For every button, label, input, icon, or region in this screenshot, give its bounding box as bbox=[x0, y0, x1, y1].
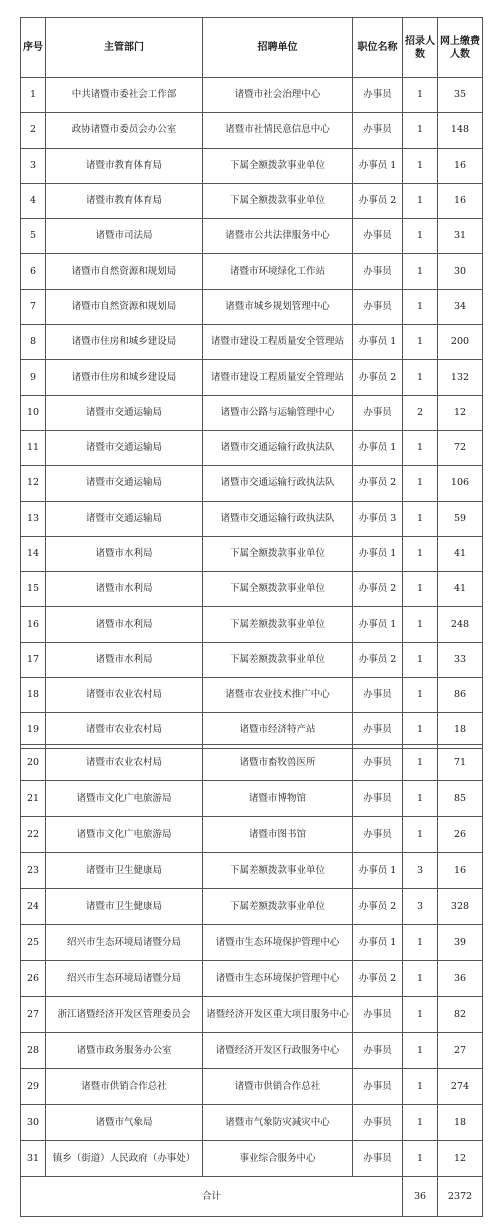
cell-paid-applicants: 86 bbox=[438, 678, 483, 713]
cell-quota: 3 bbox=[403, 853, 438, 889]
cell-position: 办事员 bbox=[353, 1069, 403, 1105]
cell-paid-applicants: 106 bbox=[438, 466, 483, 501]
cell-quota: 1 bbox=[403, 1033, 438, 1069]
cell-position: 办事员 bbox=[353, 113, 403, 148]
cell-position: 办事员 bbox=[353, 395, 403, 430]
cell-position: 办事员 3 bbox=[353, 501, 403, 536]
cell-employer: 下属差额拨款事业单位 bbox=[203, 889, 353, 925]
cell-serial: 18 bbox=[21, 678, 46, 713]
cell-paid-applicants: 35 bbox=[438, 78, 483, 113]
table-header-row bbox=[21, 18, 483, 78]
table-row bbox=[21, 325, 483, 360]
cell-employer: 下属全额拨款事业单位 bbox=[203, 148, 353, 183]
cell-paid-applicants: 36 bbox=[438, 961, 483, 997]
cell-department: 诸暨市交通运输局 bbox=[46, 430, 203, 465]
table-row bbox=[21, 925, 483, 961]
table-row bbox=[21, 781, 483, 817]
cell-quota: 1 bbox=[403, 78, 438, 113]
cell-employer: 诸暨市供销合作总社 bbox=[203, 1069, 353, 1105]
cell-position: 办事员 bbox=[353, 219, 403, 254]
cell-department: 诸暨市水利局 bbox=[46, 642, 203, 677]
cell-employer: 诸暨市公路与运输管理中心 bbox=[203, 395, 353, 430]
header-position: 职位名称 bbox=[353, 18, 403, 78]
table-row bbox=[21, 745, 483, 781]
cell-position: 办事员 bbox=[353, 997, 403, 1033]
table-row bbox=[21, 572, 483, 607]
cell-serial: 9 bbox=[21, 360, 46, 395]
cell-employer: 诸暨市生态环境保护管理中心 bbox=[203, 961, 353, 997]
cell-position: 办事员 bbox=[353, 254, 403, 289]
cell-department: 诸暨市水利局 bbox=[46, 607, 203, 642]
cell-serial: 21 bbox=[21, 781, 46, 817]
cell-serial: 7 bbox=[21, 289, 46, 324]
table-row bbox=[21, 466, 483, 501]
cell-position: 办事员 1 bbox=[353, 148, 403, 183]
cell-serial: 13 bbox=[21, 501, 46, 536]
cell-serial: 28 bbox=[21, 1033, 46, 1069]
cell-department: 诸暨市住房和城乡建设局 bbox=[46, 360, 203, 395]
cell-paid-applicants: 200 bbox=[438, 325, 483, 360]
cell-department: 诸暨市交通运输局 bbox=[46, 395, 203, 430]
cell-employer: 诸暨市城乡规划管理中心 bbox=[203, 289, 353, 324]
table-row bbox=[21, 1033, 483, 1069]
table-row bbox=[21, 536, 483, 571]
table-row bbox=[21, 289, 483, 324]
cell-serial: 14 bbox=[21, 536, 46, 571]
header-quota: 招录人数 bbox=[403, 18, 438, 78]
cell-position: 办事员 bbox=[353, 1105, 403, 1141]
cell-paid-applicants: 16 bbox=[438, 148, 483, 183]
cell-paid-applicants: 34 bbox=[438, 289, 483, 324]
cell-department: 诸暨市交通运输局 bbox=[46, 501, 203, 536]
total-row bbox=[21, 1177, 483, 1217]
cell-department: 浙江诸暨经济开发区管理委员会 bbox=[46, 997, 203, 1033]
cell-department: 诸暨市卫生健康局 bbox=[46, 889, 203, 925]
cell-quota: 3 bbox=[403, 889, 438, 925]
cell-serial: 27 bbox=[21, 997, 46, 1033]
cell-paid-applicants: 132 bbox=[438, 360, 483, 395]
cell-department: 诸暨市教育体育局 bbox=[46, 148, 203, 183]
header-paid-applicants: 网上缴费人数 bbox=[438, 18, 483, 78]
cell-employer: 诸暨市环境绿化工作站 bbox=[203, 254, 353, 289]
cell-serial: 2 bbox=[21, 113, 46, 148]
cell-serial: 23 bbox=[21, 853, 46, 889]
cell-employer: 诸暨市建设工程质量安全管理站 bbox=[203, 360, 353, 395]
cell-position: 办事员 2 bbox=[353, 642, 403, 677]
table-row bbox=[21, 889, 483, 925]
cell-paid-applicants: 71 bbox=[438, 745, 483, 781]
cell-department: 诸暨市供销合作总社 bbox=[46, 1069, 203, 1105]
table-row bbox=[21, 113, 483, 148]
cell-paid-applicants: 26 bbox=[438, 817, 483, 853]
cell-department: 诸暨市交通运输局 bbox=[46, 466, 203, 501]
cell-employer: 诸暨市交通运输行政执法队 bbox=[203, 466, 353, 501]
cell-quota: 1 bbox=[403, 325, 438, 360]
cell-paid-applicants: 248 bbox=[438, 607, 483, 642]
table-row bbox=[21, 713, 483, 748]
cell-employer: 诸暨市交通运输行政执法队 bbox=[203, 430, 353, 465]
cell-quota: 1 bbox=[403, 642, 438, 677]
cell-department: 镇乡（街道）人民政府（办事处） bbox=[46, 1141, 203, 1177]
cell-serial: 4 bbox=[21, 183, 46, 218]
recruitment-table-part-2 bbox=[20, 744, 483, 1217]
cell-position: 办事员 bbox=[353, 78, 403, 113]
cell-position: 办事员 bbox=[353, 817, 403, 853]
cell-paid-applicants: 18 bbox=[438, 713, 483, 748]
cell-paid-applicants: 31 bbox=[438, 219, 483, 254]
cell-serial: 30 bbox=[21, 1105, 46, 1141]
recruitment-table-part-1 bbox=[20, 17, 483, 749]
cell-paid-applicants: 39 bbox=[438, 925, 483, 961]
cell-employer: 下属全额拨款事业单位 bbox=[203, 572, 353, 607]
cell-quota: 1 bbox=[403, 536, 438, 571]
cell-position: 办事员 1 bbox=[353, 853, 403, 889]
cell-position: 办事员 2 bbox=[353, 961, 403, 997]
cell-employer: 下属差额拨款事业单位 bbox=[203, 642, 353, 677]
cell-department: 中共诸暨市委社会工作部 bbox=[46, 78, 203, 113]
cell-serial: 22 bbox=[21, 817, 46, 853]
cell-employer: 下属全额拨款事业单位 bbox=[203, 183, 353, 218]
cell-paid-applicants: 85 bbox=[438, 781, 483, 817]
cell-position: 办事员 2 bbox=[353, 183, 403, 218]
cell-quota: 1 bbox=[403, 781, 438, 817]
cell-paid-applicants: 27 bbox=[438, 1033, 483, 1069]
cell-employer: 诸暨市气象防灾减灾中心 bbox=[203, 1105, 353, 1141]
cell-serial: 6 bbox=[21, 254, 46, 289]
cell-serial: 25 bbox=[21, 925, 46, 961]
cell-quota: 2 bbox=[403, 395, 438, 430]
table-row bbox=[21, 607, 483, 642]
cell-serial: 3 bbox=[21, 148, 46, 183]
cell-paid-applicants: 12 bbox=[438, 1141, 483, 1177]
cell-department: 诸暨市司法局 bbox=[46, 219, 203, 254]
cell-position: 办事员 2 bbox=[353, 360, 403, 395]
total-label: 合计 bbox=[21, 1177, 403, 1217]
cell-department: 诸暨市卫生健康局 bbox=[46, 853, 203, 889]
cell-employer: 诸暨市社会治理中心 bbox=[203, 78, 353, 113]
cell-position: 办事员 1 bbox=[353, 430, 403, 465]
cell-position: 办事员 1 bbox=[353, 925, 403, 961]
cell-paid-applicants: 30 bbox=[438, 254, 483, 289]
cell-quota: 1 bbox=[403, 430, 438, 465]
cell-department: 诸暨市水利局 bbox=[46, 536, 203, 571]
cell-quota: 1 bbox=[403, 745, 438, 781]
cell-quota: 1 bbox=[403, 183, 438, 218]
cell-position: 办事员 2 bbox=[353, 466, 403, 501]
cell-serial: 16 bbox=[21, 607, 46, 642]
table-row bbox=[21, 997, 483, 1033]
cell-department: 诸暨市文化广电旅游局 bbox=[46, 817, 203, 853]
cell-serial: 17 bbox=[21, 642, 46, 677]
table-row bbox=[21, 961, 483, 997]
cell-serial: 31 bbox=[21, 1141, 46, 1177]
cell-position: 办事员 bbox=[353, 713, 403, 748]
cell-serial: 12 bbox=[21, 466, 46, 501]
cell-department: 政协诸暨市委员会办公室 bbox=[46, 113, 203, 148]
cell-employer: 诸暨市图书馆 bbox=[203, 817, 353, 853]
cell-serial: 1 bbox=[21, 78, 46, 113]
cell-quota: 1 bbox=[403, 961, 438, 997]
cell-employer: 诸暨市公共法律服务中心 bbox=[203, 219, 353, 254]
table-row bbox=[21, 78, 483, 113]
table-row bbox=[21, 430, 483, 465]
cell-quota: 1 bbox=[403, 817, 438, 853]
cell-paid-applicants: 59 bbox=[438, 501, 483, 536]
cell-employer: 下属差额拨款事业单位 bbox=[203, 607, 353, 642]
cell-serial: 5 bbox=[21, 219, 46, 254]
cell-employer: 诸暨经济开发区行政服务中心 bbox=[203, 1033, 353, 1069]
cell-department: 绍兴市生态环境局诸暨分局 bbox=[46, 925, 203, 961]
cell-department: 诸暨市政务服务办公室 bbox=[46, 1033, 203, 1069]
cell-department: 诸暨市农业农村局 bbox=[46, 713, 203, 748]
cell-quota: 1 bbox=[403, 997, 438, 1033]
cell-paid-applicants: 16 bbox=[438, 853, 483, 889]
cell-department: 诸暨市文化广电旅游局 bbox=[46, 781, 203, 817]
cell-employer: 诸暨经济开发区重大项目服务中心 bbox=[203, 997, 353, 1033]
cell-paid-applicants: 12 bbox=[438, 395, 483, 430]
table-row bbox=[21, 1069, 483, 1105]
cell-department: 诸暨市农业农村局 bbox=[46, 678, 203, 713]
cell-position: 办事员 bbox=[353, 289, 403, 324]
cell-paid-applicants: 41 bbox=[438, 536, 483, 571]
table-row bbox=[21, 360, 483, 395]
table-row bbox=[21, 183, 483, 218]
cell-quota: 1 bbox=[403, 219, 438, 254]
cell-department: 诸暨市住房和城乡建设局 bbox=[46, 325, 203, 360]
cell-serial: 11 bbox=[21, 430, 46, 465]
table-row bbox=[21, 148, 483, 183]
cell-position: 办事员 bbox=[353, 1141, 403, 1177]
cell-department: 诸暨市教育体育局 bbox=[46, 183, 203, 218]
cell-department: 绍兴市生态环境局诸暨分局 bbox=[46, 961, 203, 997]
table-row bbox=[21, 1105, 483, 1141]
cell-position: 办事员 bbox=[353, 678, 403, 713]
cell-position: 办事员 1 bbox=[353, 325, 403, 360]
cell-employer: 下属差额拨款事业单位 bbox=[203, 853, 353, 889]
cell-employer: 诸暨市建设工程质量安全管理站 bbox=[203, 325, 353, 360]
table-row bbox=[21, 219, 483, 254]
cell-employer: 下属全额拨款事业单位 bbox=[203, 536, 353, 571]
cell-paid-applicants: 148 bbox=[438, 113, 483, 148]
cell-serial: 19 bbox=[21, 713, 46, 748]
cell-quota: 1 bbox=[403, 466, 438, 501]
table-row bbox=[21, 817, 483, 853]
cell-quota: 1 bbox=[403, 113, 438, 148]
cell-paid-applicants: 82 bbox=[438, 997, 483, 1033]
cell-position: 办事员 1 bbox=[353, 536, 403, 571]
cell-position: 办事员 bbox=[353, 1033, 403, 1069]
cell-employer: 诸暨市博物馆 bbox=[203, 781, 353, 817]
cell-paid-applicants: 41 bbox=[438, 572, 483, 607]
table-row bbox=[21, 501, 483, 536]
cell-position: 办事员 2 bbox=[353, 572, 403, 607]
cell-quota: 1 bbox=[403, 607, 438, 642]
cell-serial: 15 bbox=[21, 572, 46, 607]
cell-quota: 1 bbox=[403, 1141, 438, 1177]
cell-employer: 事业综合服务中心 bbox=[203, 1141, 353, 1177]
cell-paid-applicants: 274 bbox=[438, 1069, 483, 1105]
cell-position: 办事员 bbox=[353, 745, 403, 781]
cell-quota: 1 bbox=[403, 1069, 438, 1105]
table-row bbox=[21, 642, 483, 677]
cell-serial: 20 bbox=[21, 745, 46, 781]
cell-employer: 诸暨市农业技术推广中心 bbox=[203, 678, 353, 713]
cell-quota: 1 bbox=[403, 678, 438, 713]
cell-serial: 26 bbox=[21, 961, 46, 997]
cell-department: 诸暨市自然资源和规划局 bbox=[46, 289, 203, 324]
cell-employer: 诸暨市交通运输行政执法队 bbox=[203, 501, 353, 536]
cell-quota: 1 bbox=[403, 713, 438, 748]
cell-quota: 1 bbox=[403, 572, 438, 607]
cell-quota: 1 bbox=[403, 148, 438, 183]
total-paid-applicants: 2372 bbox=[438, 1177, 483, 1217]
cell-employer: 诸暨市生态环境保护管理中心 bbox=[203, 925, 353, 961]
cell-paid-applicants: 33 bbox=[438, 642, 483, 677]
cell-quota: 1 bbox=[403, 254, 438, 289]
header-employer: 招聘单位 bbox=[203, 18, 353, 78]
table-row bbox=[21, 1141, 483, 1177]
cell-department: 诸暨市自然资源和规划局 bbox=[46, 254, 203, 289]
cell-quota: 1 bbox=[403, 1105, 438, 1141]
cell-employer: 诸暨市经济特产站 bbox=[203, 713, 353, 748]
table-row bbox=[21, 853, 483, 889]
cell-paid-applicants: 72 bbox=[438, 430, 483, 465]
cell-employer: 诸暨市畜牧兽医所 bbox=[203, 745, 353, 781]
cell-quota: 1 bbox=[403, 925, 438, 961]
header-department: 主管部门 bbox=[46, 18, 203, 78]
cell-department: 诸暨市气象局 bbox=[46, 1105, 203, 1141]
cell-quota: 1 bbox=[403, 289, 438, 324]
table-row bbox=[21, 678, 483, 713]
cell-department: 诸暨市农业农村局 bbox=[46, 745, 203, 781]
cell-quota: 1 bbox=[403, 360, 438, 395]
cell-serial: 29 bbox=[21, 1069, 46, 1105]
cell-position: 办事员 2 bbox=[353, 889, 403, 925]
cell-quota: 1 bbox=[403, 501, 438, 536]
cell-serial: 10 bbox=[21, 395, 46, 430]
cell-paid-applicants: 328 bbox=[438, 889, 483, 925]
cell-position: 办事员 1 bbox=[353, 607, 403, 642]
cell-serial: 24 bbox=[21, 889, 46, 925]
cell-position: 办事员 bbox=[353, 781, 403, 817]
header-serial: 序号 bbox=[21, 18, 46, 78]
cell-serial: 8 bbox=[21, 325, 46, 360]
table-row bbox=[21, 395, 483, 430]
cell-employer: 诸暨市社情民意信息中心 bbox=[203, 113, 353, 148]
cell-paid-applicants: 18 bbox=[438, 1105, 483, 1141]
table-row bbox=[21, 254, 483, 289]
total-quota: 36 bbox=[403, 1177, 438, 1217]
cell-department: 诸暨市水利局 bbox=[46, 572, 203, 607]
cell-paid-applicants: 16 bbox=[438, 183, 483, 218]
